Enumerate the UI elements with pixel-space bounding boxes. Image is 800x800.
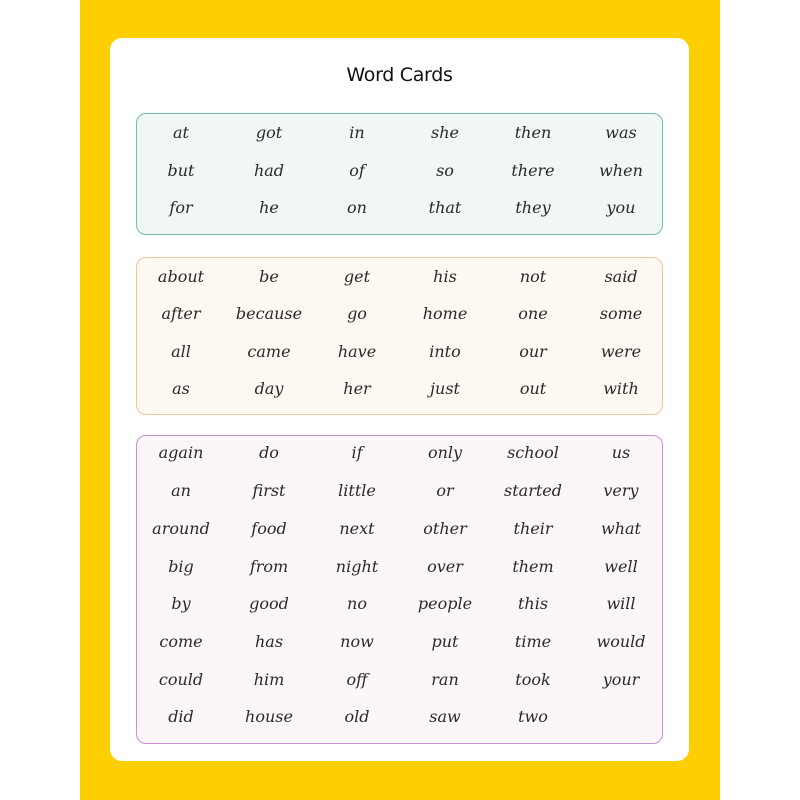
word: off [346,670,368,689]
word-row [137,627,662,657]
word: around [152,519,210,538]
word: ran [431,670,459,689]
word: with [603,379,639,398]
word: out [519,379,547,398]
word: there [511,161,555,180]
word-row [137,118,662,148]
word: other [423,519,467,538]
word: but [167,161,195,180]
word-group-orange [136,257,663,415]
word: an [171,481,191,500]
word-row [137,702,662,732]
word: on [347,198,367,217]
word-row [137,156,662,186]
word: could [158,670,204,689]
word: you [606,198,636,217]
word: took [515,670,551,689]
word: her [343,379,371,398]
word: said [604,267,638,286]
word-row [137,374,662,404]
word: old [344,707,370,726]
word: school [507,443,559,462]
word: all [171,342,191,361]
word: they [515,198,551,217]
word: were [600,342,642,361]
word: house [245,707,293,726]
word: home [422,304,468,323]
word: night [335,557,379,576]
word-row [137,589,662,619]
word: that [428,198,462,217]
word: next [339,519,375,538]
word-row [137,337,662,367]
word: then [514,123,552,142]
word: him [253,670,285,689]
word: as [172,379,190,398]
word: have [337,342,377,361]
word: she [431,123,459,142]
word: over [427,557,463,576]
word: well [604,557,638,576]
word: no [347,594,367,613]
word: some [599,304,643,323]
word: had [253,161,285,180]
word: so [436,161,454,180]
word: get [343,267,371,286]
word: be [259,267,279,286]
page-title: Word Cards [346,64,453,86]
word: when [599,161,643,180]
word: again [158,443,204,462]
word: about [157,267,205,286]
word-cards-sheet [110,38,689,761]
word: into [429,342,461,361]
word: he [259,198,279,217]
word: us [611,443,631,462]
word-group-purple [136,435,663,744]
word: this [517,594,549,613]
word: now [340,632,374,651]
word: their [513,519,553,538]
word: because [235,304,303,323]
word: not [519,267,547,286]
word: or [436,481,454,500]
word: one [518,304,548,323]
word-group-green [136,113,663,235]
word: people [417,594,473,613]
word: for [169,198,193,217]
word: will [606,594,636,613]
word-row [137,665,662,695]
word: them [512,557,554,576]
word-row [137,299,662,329]
word: go [347,304,367,323]
word: two [518,707,548,726]
word: little [338,481,376,500]
word: got [255,123,283,142]
word: at [173,123,189,142]
word: our [519,342,547,361]
word: food [251,519,287,538]
word: from [249,557,289,576]
word: has [254,632,284,651]
word: his [433,267,457,286]
word: was [605,123,637,142]
word: after [161,304,201,323]
word: came [247,342,291,361]
word: of [349,161,365,180]
word: would [596,632,646,651]
word: if [351,443,363,462]
word: did [168,707,194,726]
word-row [137,438,662,468]
word: very [603,481,639,500]
word: by [171,594,191,613]
word-row [137,193,662,223]
word: started [504,481,562,500]
word: saw [429,707,461,726]
word: in [349,123,365,142]
word: put [431,632,459,651]
word-row [137,262,662,292]
word: your [602,670,640,689]
word-row [137,476,662,506]
word: day [254,379,284,398]
word: big [168,557,194,576]
word: good [249,594,289,613]
word: first [252,481,286,500]
word-row [137,514,662,544]
word-row [137,552,662,582]
word: what [601,519,641,538]
word: time [514,632,552,651]
word: do [259,443,279,462]
word: just [430,379,460,398]
word: come [159,632,203,651]
word: only [427,443,463,462]
